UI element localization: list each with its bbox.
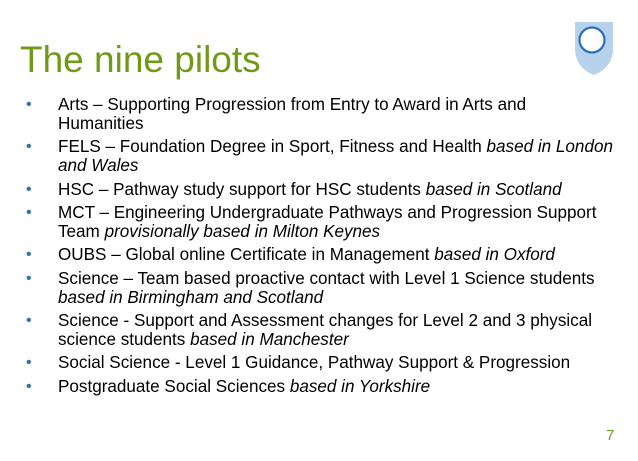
bullet-text: FELS – Foundation Degree in Sport, Fitness and Health [58,137,487,157]
bullet-dot: • [26,138,32,156]
bullet-text: Arts – Supporting Progression from Entry to Award in Arts and Humanities [58,95,527,133]
bullet-dot: • [26,312,32,330]
bullet-item [26,138,616,176]
bullet-location: based in Yorkshire [289,376,431,396]
bullet-text: Science - Support and Assessment changes for Level 2 and 3 physical science students [58,311,593,349]
bullet-dot: • [26,180,32,198]
bullet-location: provisionally based in Milton Keynes [104,221,381,241]
bullet-location: based in Scotland [425,179,562,199]
bullet-dot: • [26,377,32,395]
slide-title: The nine pilots [20,39,261,80]
bullet-location: based in Birmingham and Scotland [58,287,324,307]
bullet-location: based in London and Wales [58,137,613,176]
bullet-item [26,270,616,308]
bullet-list [26,96,616,401]
bullet-text: Social Science - Level 1 Guidance, Pathway Support & Progression [58,353,571,373]
bullet-dot: • [26,246,32,264]
bullet-item [26,378,616,397]
bullet-text: HSC – Pathway study support for HSC students [58,179,426,199]
bullet-dot: • [26,354,32,372]
bullet-location: based in Oxford [434,245,555,265]
page-number: 7 [606,427,615,444]
bullet-dot: • [26,96,32,113]
bullet-text: Postgraduate Social Sciences [58,376,290,396]
bullet-dot: • [26,269,32,287]
bullet-text: MCT – Engineering Undergraduate Pathways and Progression Support Team [58,203,597,241]
open-university-shield-icon [571,19,617,77]
bullet-item [26,246,616,265]
bullet-item [26,181,616,200]
bullet-item [26,354,616,373]
bullet-location: based in Manchester [190,329,349,349]
bullet-item [26,312,616,350]
bullet-dot: • [26,204,32,222]
bullet-item [26,204,616,242]
bullet-item [26,96,616,134]
bullet-text: Science – Team based proactive contact with Level 1 Science students [58,268,595,288]
bullet-text: OUBS – Global online Certificate in Management [58,245,435,265]
